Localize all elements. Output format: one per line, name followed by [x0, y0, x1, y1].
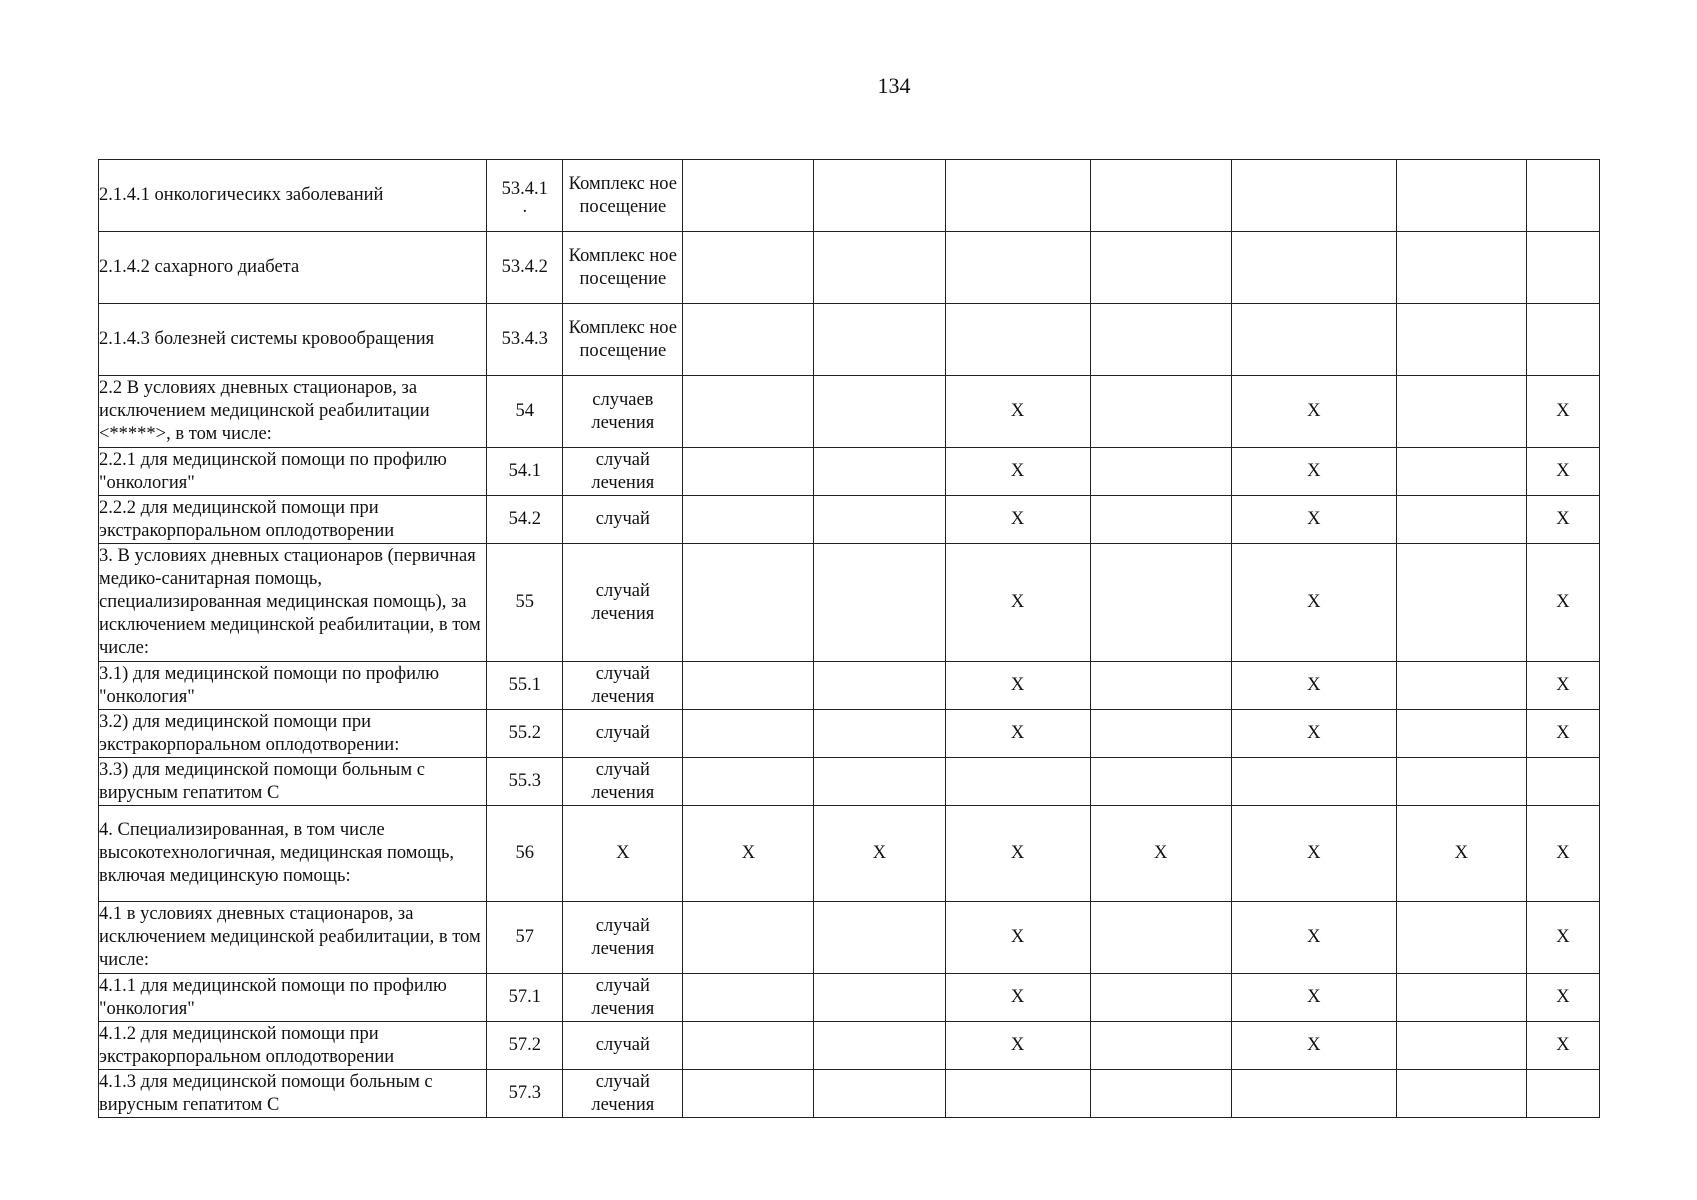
row-value [1231, 1070, 1396, 1118]
row-value [945, 160, 1090, 232]
row-value: X [1526, 448, 1599, 496]
row-value [814, 376, 945, 448]
row-value: X [1526, 974, 1599, 1022]
row-value: X [945, 496, 1090, 544]
row-value [1231, 160, 1396, 232]
row-unit: Комплекс ное посещение [563, 304, 683, 376]
row-code: 55 [487, 544, 563, 662]
row-code: 57.1 [487, 974, 563, 1022]
row-value [1090, 902, 1231, 974]
row-code: 57.2 [487, 1022, 563, 1070]
row-value [1396, 710, 1526, 758]
row-value [945, 232, 1090, 304]
row-name: 2.1.4.3 болезней системы кровообращения [99, 304, 487, 376]
row-value [814, 496, 945, 544]
row-value [1526, 758, 1599, 806]
table-row [99, 160, 1600, 232]
row-value [683, 232, 814, 304]
row-value: X [945, 1022, 1090, 1070]
row-value [1396, 496, 1526, 544]
table-row [99, 376, 1600, 448]
row-value [1396, 974, 1526, 1022]
row-unit: случай лечения [563, 758, 683, 806]
row-value [683, 448, 814, 496]
row-value: X [945, 376, 1090, 448]
row-name: 3.3) для медицинской помощи больным с вирусным гепатитом С [99, 758, 487, 806]
row-value [1090, 376, 1231, 448]
row-value [1396, 662, 1526, 710]
row-value [945, 758, 1090, 806]
row-unit: случай лечения [563, 902, 683, 974]
row-value: X [1231, 496, 1396, 544]
row-value [814, 1022, 945, 1070]
table-row [99, 1022, 1600, 1070]
row-value [1396, 232, 1526, 304]
row-value: X [1231, 806, 1396, 902]
row-name: 3.2) для медицинской помощи при экстракорпоральном оплодотворении: [99, 710, 487, 758]
row-code: 56 [487, 806, 563, 902]
row-name: 2.2 В условиях дневных стационаров, за исключением медицинской реабилитации <*****>, в том числе: [99, 376, 487, 448]
row-name: 2.1.4.2 сахарного диабета [99, 232, 487, 304]
row-value [1396, 544, 1526, 662]
row-name: 3. В условиях дневных стационаров (первичная медико-санитарная помощь, специализированная медицинская помощь), за исключением медицинской реабилитации, в том числе: [99, 544, 487, 662]
row-value [1090, 710, 1231, 758]
row-value: X [1231, 376, 1396, 448]
table-row [99, 1070, 1600, 1118]
row-value: X [945, 448, 1090, 496]
medical-care-table [98, 159, 1600, 1118]
row-unit: случай лечения [563, 544, 683, 662]
row-unit: случай лечения [563, 1070, 683, 1118]
row-value [1231, 232, 1396, 304]
row-value: X [945, 662, 1090, 710]
row-value [683, 160, 814, 232]
row-value: X [1231, 1022, 1396, 1070]
row-value [1526, 304, 1599, 376]
row-value: X [1231, 662, 1396, 710]
row-value [1090, 448, 1231, 496]
row-value: X [1526, 662, 1599, 710]
row-code: 57.3 [487, 1070, 563, 1118]
row-value [683, 974, 814, 1022]
row-name: 4.1.1 для медицинской помощи по профилю "онкология" [99, 974, 487, 1022]
row-value: X [1526, 902, 1599, 974]
row-code: 55.1 [487, 662, 563, 710]
row-value [814, 974, 945, 1022]
row-code: 53.4.3 [487, 304, 563, 376]
row-value [1090, 160, 1231, 232]
table-row [99, 304, 1600, 376]
table-row [99, 662, 1600, 710]
row-value [1396, 376, 1526, 448]
row-value [683, 304, 814, 376]
row-value: X [945, 544, 1090, 662]
row-value [683, 902, 814, 974]
row-name: 4. Специализированная, в том числе высокотехнологичная, медицинская помощь, включая медицинскую помощь: [99, 806, 487, 902]
row-value [814, 232, 945, 304]
row-value [814, 448, 945, 496]
row-value [1396, 1022, 1526, 1070]
table-row [99, 758, 1600, 806]
row-value: X [945, 806, 1090, 902]
row-name: 2.2.1 для медицинской помощи по профилю "онкология" [99, 448, 487, 496]
row-value [945, 304, 1090, 376]
row-value: X [1231, 902, 1396, 974]
row-value: X [1231, 544, 1396, 662]
row-code: 54.2 [487, 496, 563, 544]
row-value [1090, 1070, 1231, 1118]
row-unit: случай лечения [563, 448, 683, 496]
row-value [1396, 758, 1526, 806]
row-value: X [1526, 710, 1599, 758]
row-name: 2.1.4.1 онкологичесикх заболеваний [99, 160, 487, 232]
row-value [683, 376, 814, 448]
row-value [1090, 662, 1231, 710]
row-code: 55.3 [487, 758, 563, 806]
row-value [814, 1070, 945, 1118]
row-value [814, 662, 945, 710]
row-value: X [945, 974, 1090, 1022]
row-value [1396, 1070, 1526, 1118]
row-value [1526, 1070, 1599, 1118]
row-value: X [1231, 448, 1396, 496]
row-value [1090, 304, 1231, 376]
row-code: 53.4.2 [487, 232, 563, 304]
row-unit: случай [563, 1022, 683, 1070]
row-value [683, 710, 814, 758]
row-unit: случай лечения [563, 974, 683, 1022]
row-value [814, 160, 945, 232]
table-row [99, 902, 1600, 974]
row-value: X [814, 806, 945, 902]
row-code: 57 [487, 902, 563, 974]
row-value [683, 496, 814, 544]
row-value [814, 902, 945, 974]
table-row [99, 544, 1600, 662]
row-value: X [1526, 376, 1599, 448]
row-value [1396, 160, 1526, 232]
row-value [945, 1070, 1090, 1118]
row-code: 54.1 [487, 448, 563, 496]
row-value: X [945, 902, 1090, 974]
table-row [99, 974, 1600, 1022]
page-number: 134 [877, 73, 911, 98]
row-value: X [683, 806, 814, 902]
row-value: X [1526, 544, 1599, 662]
row-unit: случай [563, 710, 683, 758]
row-value: X [1396, 806, 1526, 902]
row-unit: случаев лечения [563, 376, 683, 448]
row-value: X [1090, 806, 1231, 902]
row-value [814, 710, 945, 758]
row-name: 4.1.2 для медицинской помощи при экстракорпоральном оплодотворении [99, 1022, 487, 1070]
row-code: 54 [487, 376, 563, 448]
row-value [1526, 232, 1599, 304]
row-value [1231, 758, 1396, 806]
table-row [99, 710, 1600, 758]
row-name: 3.1) для медицинской помощи по профилю "онкология" [99, 662, 487, 710]
table-row [99, 448, 1600, 496]
row-value [814, 544, 945, 662]
row-value [1090, 758, 1231, 806]
row-value [1090, 232, 1231, 304]
row-value [1090, 496, 1231, 544]
row-unit: случай [563, 496, 683, 544]
table-row [99, 232, 1600, 304]
table-row [99, 806, 1600, 902]
row-value: X [945, 710, 1090, 758]
row-value [1526, 160, 1599, 232]
row-name: 2.2.2 для медицинской помощи при экстракорпоральном оплодотворении [99, 496, 487, 544]
row-unit: X [563, 806, 683, 902]
row-value: X [1231, 974, 1396, 1022]
row-value [1090, 544, 1231, 662]
row-code: 53.4.1 . [487, 160, 563, 232]
row-value [1090, 974, 1231, 1022]
table-row [99, 496, 1600, 544]
row-value [683, 662, 814, 710]
row-unit: Комплекс ное посещение [563, 232, 683, 304]
row-value: X [1231, 710, 1396, 758]
row-unit: случай лечения [563, 662, 683, 710]
row-name: 4.1 в условиях дневных стационаров, за исключением медицинской реабилитации, в том числе: [99, 902, 487, 974]
row-name: 4.1.3 для медицинской помощи больным с вирусным гепатитом С [99, 1070, 487, 1118]
row-value [814, 304, 945, 376]
row-value [683, 1022, 814, 1070]
row-value: X [1526, 496, 1599, 544]
row-value [683, 544, 814, 662]
row-code: 55.2 [487, 710, 563, 758]
row-value [1090, 1022, 1231, 1070]
row-value: X [1526, 806, 1599, 902]
row-value [1396, 448, 1526, 496]
row-value [814, 758, 945, 806]
row-value [683, 1070, 814, 1118]
row-unit: Комплекс ное посещение [563, 160, 683, 232]
row-value [683, 758, 814, 806]
row-value [1231, 304, 1396, 376]
row-value [1396, 304, 1526, 376]
row-value: X [1526, 1022, 1599, 1070]
row-value [1396, 902, 1526, 974]
